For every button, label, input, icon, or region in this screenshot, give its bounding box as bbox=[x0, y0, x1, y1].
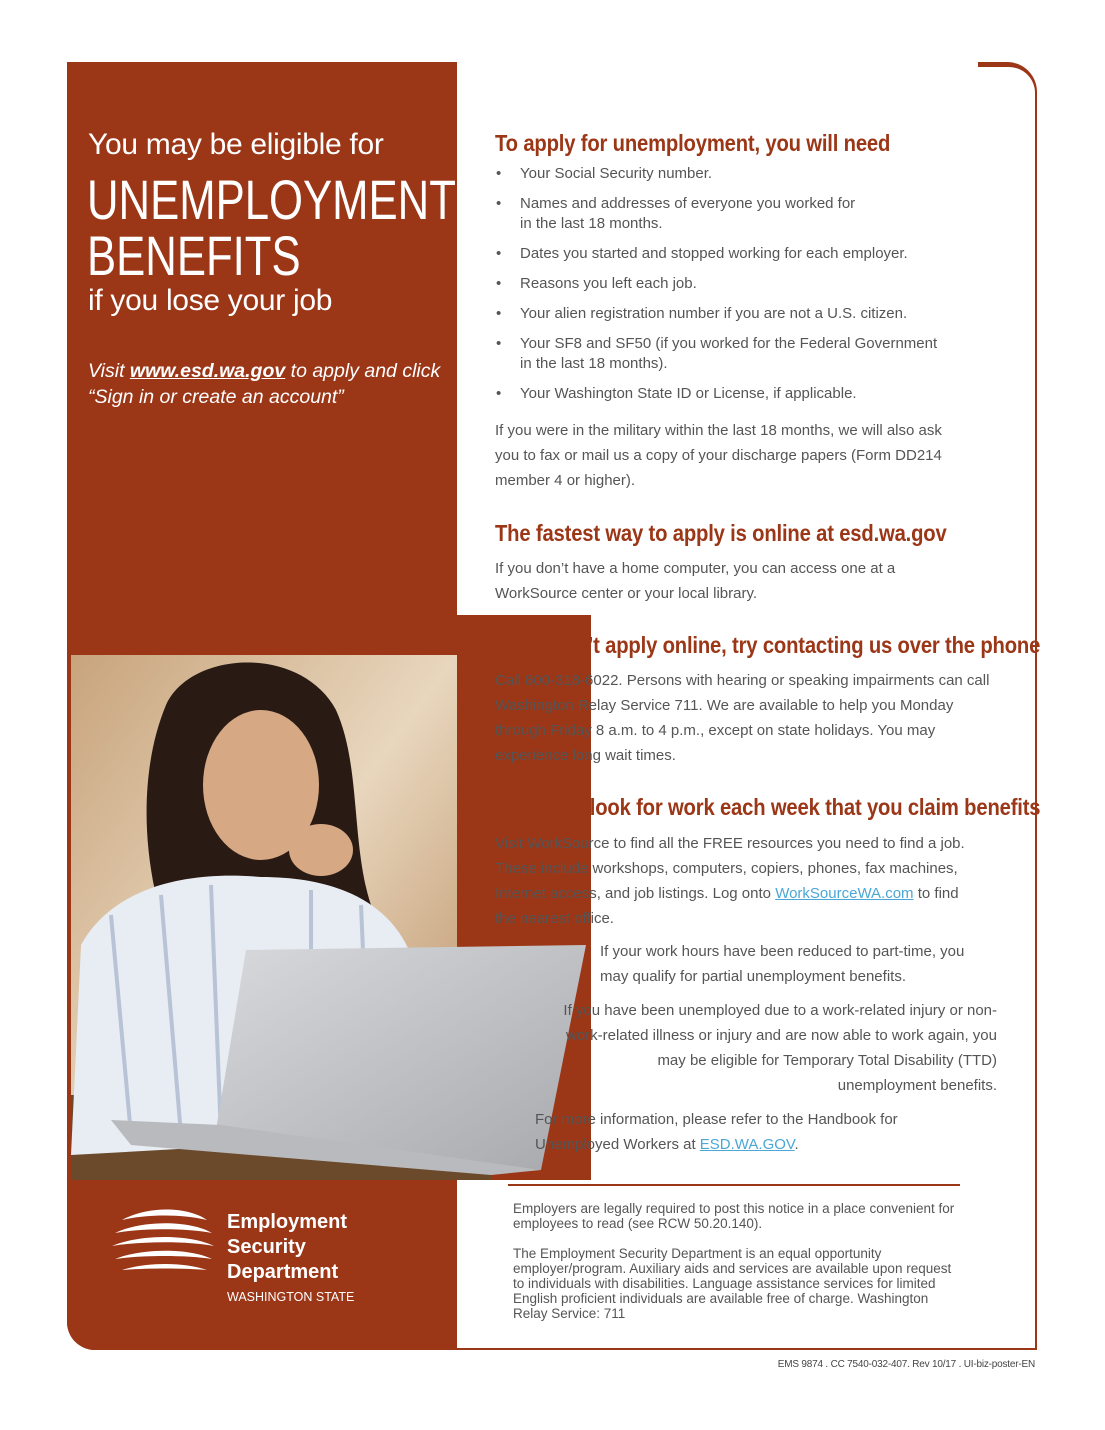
hero-intro: You may be eligible for bbox=[88, 128, 384, 161]
posting-notice: Employers are legally required to post this notice in a place convenient for employees to read (see RCW 50.20.140). bbox=[513, 1201, 955, 1231]
handbook-link[interactable]: ESD.WA.GOV bbox=[699, 1136, 795, 1153]
logo-line3: Department bbox=[227, 1261, 339, 1283]
partial-benefits-note: If your work hours have been reduced to part-time, you may qualify for partial unemployment benefits. bbox=[600, 943, 965, 985]
equal-opportunity-statement: The Employment Security Department is an equal opportunity employer/program. Auxiliary aids and services are available upon request to individuals with disabilities. Language assistance services for limited English proficient individuals are available free of charge. Washington Relay Service: 711 bbox=[513, 1246, 952, 1321]
side-url-label: ESD.WA.GOV bbox=[990, 1166, 1017, 1330]
section-heading-online: The fastest way to apply is online at esd.wa.gov bbox=[495, 520, 947, 546]
list-item: • Reasons you left each job. bbox=[495, 274, 965, 294]
section-heading-requirements: To apply for unemployment, you will need bbox=[495, 130, 891, 156]
hero-subtitle: if you lose your job bbox=[88, 284, 333, 317]
online-body: If you don’t have a home computer, you can access one at a WorkSource center or your local library. bbox=[495, 560, 896, 602]
form-code: EMS 9874 . CC 7540-032-407. Rev 10/17 . UI-biz-poster-EN bbox=[777, 1359, 1035, 1370]
handbook-note: For more information, please refer to the Handbook for Unemployed Workers at ESD.WA.GOV. bbox=[535, 1111, 898, 1153]
list-item: • Your Washington State ID or License, if applicable. bbox=[495, 384, 965, 404]
work-search-body: Visit WorkSource to find all the FREE resources you need to find a job. These include workshops, computers, copiers, phones, fax machines, Internet access, and job listings. Log onto WorkSourceWA.com to find the nearest office. bbox=[495, 835, 965, 927]
section-heading-work-search: You must look for work each week that you claim benefits bbox=[495, 794, 1041, 820]
list-item: • Your SF8 and SF50 (if you worked for the Federal Government in the last 18 months). bbox=[495, 334, 950, 374]
logo-line2: Security bbox=[227, 1236, 306, 1258]
esd-logo-icon bbox=[112, 1208, 214, 1285]
esd-website-link[interactable]: www.esd.wa.gov bbox=[129, 360, 286, 382]
list-item: • Your Social Security number. bbox=[495, 164, 965, 184]
list-item: • Your alien registration number if you are not a U.S. citizen. bbox=[495, 304, 965, 324]
list-item: • Dates you started and stopped working for each employer. bbox=[495, 244, 965, 264]
logo-state: WASHINGTON STATE bbox=[227, 1290, 355, 1304]
list-item: • Names and addresses of everyone you worked for in the last 18 months. bbox=[495, 194, 865, 234]
hero-title-line1: UNEMPLOYMENT bbox=[87, 168, 456, 231]
logo-line1: Employment bbox=[227, 1211, 348, 1233]
footer-divider bbox=[508, 1184, 960, 1186]
ttd-note: If you have been unemployed due to a work-related injury or non-work-related illness or injury and are now able to work again, you may be eligible for Temporary Total Disability (TTD) unemployment benefits. bbox=[563, 1002, 997, 1094]
phone-body: Call 800-318-6022. Persons with hearing or speaking impairments can call Washington Relay Service 711. We are available to help you Monday through Friday 8 a.m. to 4 p.m., except on state holidays. You may experience long wait times. bbox=[495, 672, 990, 764]
section-heading-phone: If you can’t apply online, try contacting us over the phone bbox=[495, 632, 1041, 658]
hero-title-line2: BENEFITS bbox=[87, 224, 301, 287]
military-note: If you were in the military within the last 18 months, we will also ask you to fax or mail us a copy of your discharge papers (Form DD214 member 4 or higher). bbox=[495, 422, 942, 489]
requirements-list bbox=[495, 164, 965, 414]
worksource-link[interactable]: WorkSourceWA.com bbox=[775, 885, 914, 902]
visit-instructions: Visit www.esd.wa.gov to apply and click “Sign in or create an account” bbox=[88, 360, 441, 408]
